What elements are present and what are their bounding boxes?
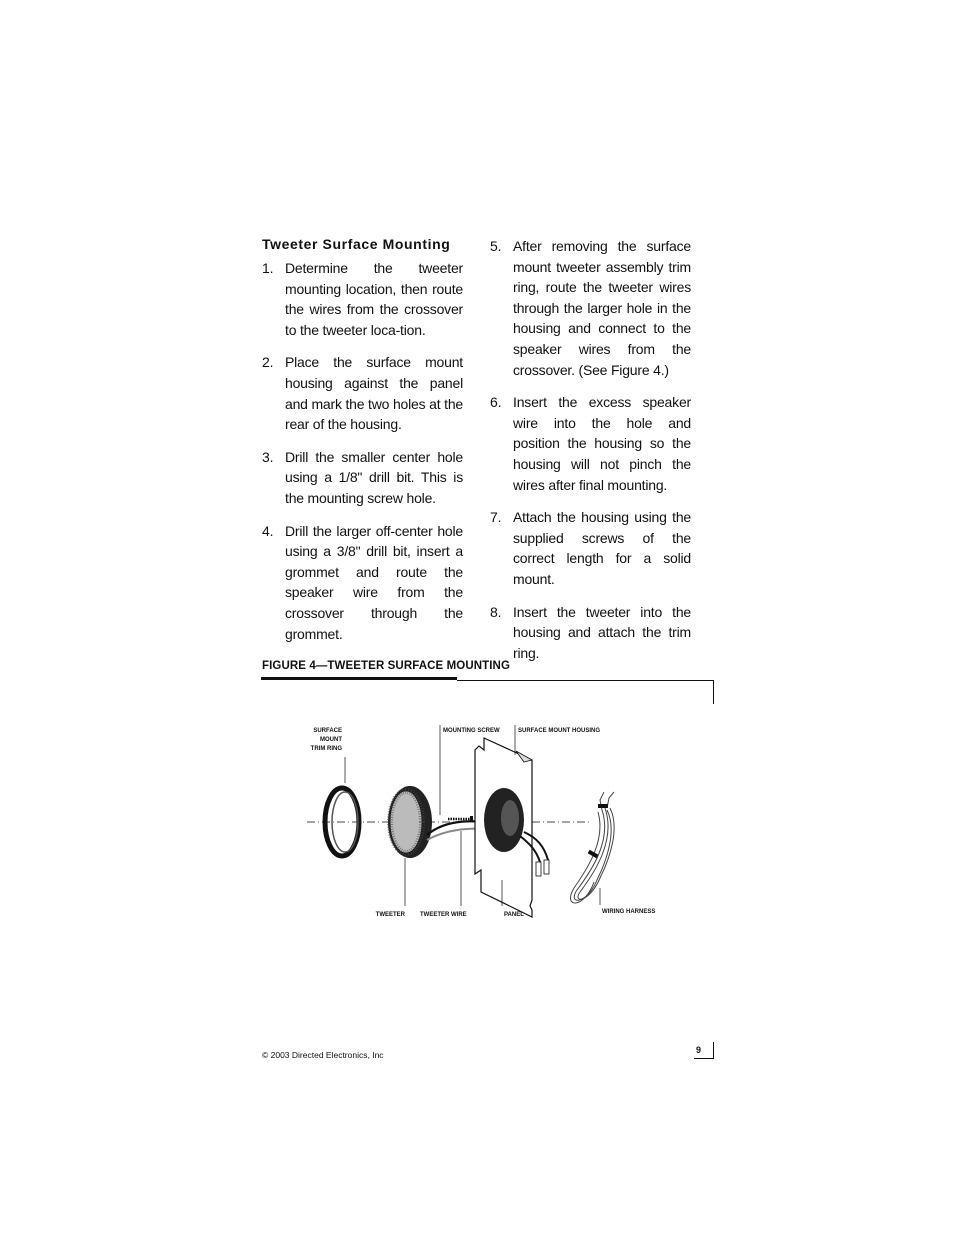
surface-mount-housing-shape	[484, 788, 524, 852]
step-number: 5.	[490, 238, 502, 254]
label-tweeter-wire: TWEETER WIRE	[420, 912, 467, 918]
section-heading: Tweeter Surface Mounting	[262, 236, 451, 252]
step-item	[490, 602, 691, 664]
step-text: Attach the housing using the supplied screws of the correct length for a solid mount.	[513, 509, 691, 587]
tweeter-shape	[388, 786, 432, 858]
page-number: 9	[696, 1045, 702, 1055]
step-item	[490, 236, 691, 380]
step-item	[262, 258, 463, 340]
step-number: 4.	[262, 522, 274, 539]
step-text: Insert the excess speaker wire into the hole and position the housing so the housing will not pinch the wires after final mounting.	[513, 394, 691, 493]
step-text: Determine the tweeter mounting location, then route the wires from the crossover to the tweeter loca-tion.	[285, 260, 463, 338]
figure-caption: FIGURE 4—TWEETER SURFACE MOUNTING	[262, 660, 511, 672]
label-trim-ring-line1: SURFACE	[313, 728, 342, 734]
step-number: 7.	[490, 509, 502, 526]
page-number-rule-h	[694, 1058, 714, 1059]
harness-connector	[544, 860, 549, 874]
step-item	[262, 447, 463, 509]
label-tweeter: TWEETER	[375, 912, 405, 918]
step-item	[490, 507, 691, 589]
wiring-harness-shape	[571, 792, 615, 903]
label-trim-ring-line3: TRIM RING	[310, 746, 342, 752]
copyright-text: © 2003 Directed Electronics, Inc	[262, 1050, 384, 1060]
step-text: After removing the surface mount tweeter assembly trim ring, route the tweeter wires through the larger hole in the housing and connect to the speaker wires from the crossover. (See Figure 4.)	[513, 238, 691, 378]
steps-column-right	[490, 236, 691, 675]
steps-column-left	[262, 258, 463, 656]
step-number: 8.	[490, 603, 502, 620]
label-trim-ring-line2: MOUNT	[320, 737, 342, 743]
step-text: Drill the larger off-center hole using a 3/8" drill bit, insert a grommet and route the speaker wire from the crossover through the grommet.	[285, 522, 463, 642]
step-item	[262, 521, 463, 645]
harness-connector	[536, 862, 541, 876]
step-number: 6.	[490, 394, 502, 411]
step-number: 3.	[262, 448, 274, 465]
step-item	[262, 352, 463, 434]
step-number: 2.	[262, 354, 274, 371]
step-number: 1.	[262, 260, 274, 276]
label-wiring-harness: WIRING HARNESS	[602, 909, 656, 915]
caption-rule-thick	[261, 677, 457, 680]
step-text: Place the surface mount housing against the panel and mark the two holes at the rear of the housing.	[285, 354, 463, 433]
label-mounting-screw: MOUNTING SCREW	[443, 728, 500, 734]
label-panel: PANEL	[504, 912, 524, 918]
label-surface-mount-housing: SURFACE MOUNT HOUSING	[518, 728, 601, 734]
step-item	[490, 392, 691, 495]
caption-rule-thin	[457, 680, 714, 681]
figure-diagram	[262, 700, 714, 940]
step-text: Drill the smaller center hole using a 1/8" drill bit. This is the mounting screw hole.	[285, 448, 463, 506]
step-text: Insert the tweeter into the housing and attach the trim ring.	[513, 603, 691, 661]
page-number-rule-v	[713, 1042, 714, 1059]
